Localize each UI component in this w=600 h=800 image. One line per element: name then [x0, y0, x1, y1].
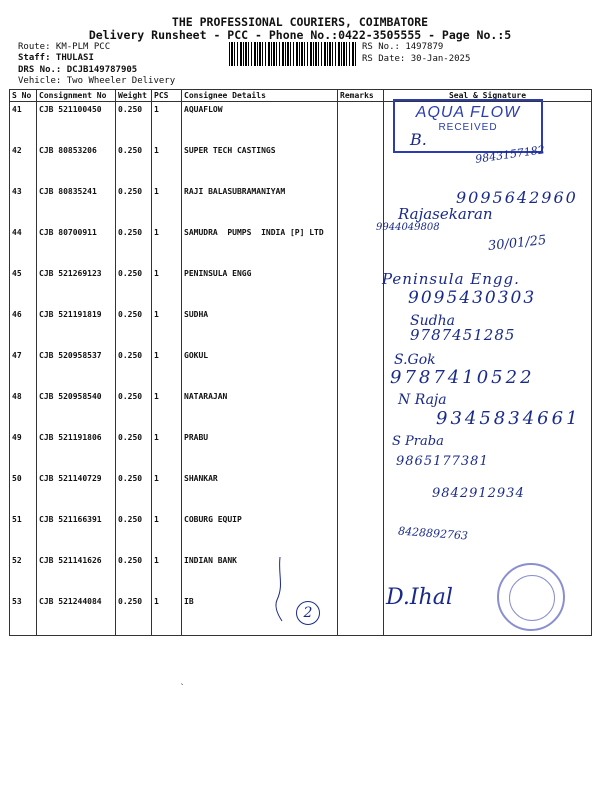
cell-pcs: 1 [152, 102, 182, 144]
pen-stroke-mark [262, 555, 292, 625]
cell-remarks [338, 553, 384, 594]
handwriting-r45-phone: 9095430303 [408, 288, 537, 308]
handwriting-r48-phone: 9345834661 [436, 408, 581, 429]
cell-sno: 49 [10, 430, 37, 471]
cell-pcs: 1 [152, 307, 182, 348]
handwriting-r44-date: 30/01/25 [487, 232, 548, 255]
cell-consignment: CJB 520958540 [37, 389, 116, 430]
cell-consignment: CJB 521100450 [37, 102, 116, 144]
handwriting-r48-name: N Raja [398, 392, 447, 408]
cell-weight: 0.250 [116, 266, 152, 307]
cell-consignee: SUDHA [182, 307, 338, 348]
cell-sno: 50 [10, 471, 37, 512]
cell-consignee: AQUAFLOW [182, 102, 338, 144]
cell-pcs: 1 [152, 225, 182, 266]
cell-remarks [338, 430, 384, 471]
cell-weight: 0.250 [116, 348, 152, 389]
col-sno: S No [10, 90, 37, 102]
cell-weight: 0.250 [116, 307, 152, 348]
rs-date: RS Date: 30-Jan-2025 [362, 54, 471, 64]
cell-consignee: GOKUL [182, 348, 338, 389]
cell-weight: 0.250 [116, 225, 152, 266]
cell-consignee: NATARAJAN [182, 389, 338, 430]
cell-consignment: CJB 80700911 [37, 225, 116, 266]
handwriting-r46-name: Sudha [410, 313, 455, 329]
cell-pcs: 1 [152, 512, 182, 553]
staff-label: Staff: THULASI [18, 53, 94, 63]
handwriting-r43-name: Rajasekaran [398, 205, 493, 223]
company-title: THE PROFESSIONAL COURIERS, COIMBATORE [171, 15, 429, 29]
cell-sno: 45 [10, 266, 37, 307]
cell-consignment: CJB 521191819 [37, 307, 116, 348]
cell-pcs: 1 [152, 594, 182, 636]
cell-sno: 51 [10, 512, 37, 553]
col-consignee: Consignee Details [182, 90, 338, 102]
cell-sno: 52 [10, 553, 37, 594]
handwriting-r47-name: S.Gok [394, 352, 436, 368]
cell-weight: 0.250 [116, 143, 152, 184]
cell-weight: 0.250 [116, 389, 152, 430]
cell-sno: 44 [10, 225, 37, 266]
cell-remarks [338, 389, 384, 430]
cell-consignment: CJB 521166391 [37, 512, 116, 553]
cell-remarks [338, 102, 384, 144]
cell-consignment: CJB 520958537 [37, 348, 116, 389]
cell-pcs: 1 [152, 266, 182, 307]
cell-pcs: 1 [152, 389, 182, 430]
cell-remarks [338, 348, 384, 389]
col-signature: Seal & Signature [384, 90, 592, 102]
col-consignment: Consignment No [37, 90, 116, 102]
cell-pcs: 1 [152, 184, 182, 225]
handwriting-r43-phone: 9095642960 [456, 188, 578, 207]
cell-weight: 0.250 [116, 471, 152, 512]
cell-pcs: 1 [152, 430, 182, 471]
table-row [10, 512, 592, 553]
handwriting-r50-phone: 9842912934 [432, 486, 525, 501]
cell-weight: 0.250 [116, 553, 152, 594]
vehicle-label: Vehicle: Two Wheeler Delivery [18, 76, 176, 86]
cell-consignment: CJB 80853206 [37, 143, 116, 184]
handwriting-r46-phone: 9787451285 [410, 326, 516, 344]
cell-weight: 0.250 [116, 594, 152, 636]
handwriting-r51-phone: 8428892763 [397, 524, 469, 543]
handwriting-r42: 9843157182 [474, 143, 546, 166]
cell-pcs: 1 [152, 143, 182, 184]
barcode-image [229, 42, 357, 66]
cell-consignment: CJB 521141626 [37, 553, 116, 594]
cell-weight: 0.250 [116, 512, 152, 553]
cell-pcs: 1 [152, 553, 182, 594]
handwriting-r49-name: S Praba [392, 434, 444, 449]
cell-sno: 41 [10, 102, 37, 144]
cell-remarks [338, 471, 384, 512]
page-mark: ` [180, 683, 185, 692]
cell-remarks [338, 594, 384, 636]
cell-sno: 42 [10, 143, 37, 184]
cell-remarks [338, 143, 384, 184]
cell-consignment: CJB 521244084 [37, 594, 116, 636]
cell-consignee: PRABU [182, 430, 338, 471]
cell-sno: 53 [10, 594, 37, 636]
drs-number: DRS No.: DCJB149787905 [18, 65, 138, 75]
col-remarks: Remarks [338, 90, 384, 102]
bank-seal [497, 563, 565, 631]
cell-sno: 48 [10, 389, 37, 430]
col-pcs: PCS [152, 90, 182, 102]
cell-consignee: PENINSULA ENGG [182, 266, 338, 307]
cell-consignee: INDIAN BANK [182, 553, 338, 594]
runsheet-table [9, 89, 592, 636]
cell-pcs: 1 [152, 471, 182, 512]
cell-sno: 46 [10, 307, 37, 348]
rs-number: RS No.: 1497879 [362, 42, 444, 52]
cell-remarks [338, 184, 384, 225]
col-weight: Weight [116, 90, 152, 102]
handwriting-r45-name: Peninsula Engg. [382, 270, 520, 288]
cell-remarks [338, 512, 384, 553]
cell-consignee: SUPER TECH CASTINGS [182, 143, 338, 184]
cell-consignment: CJB 521191806 [37, 430, 116, 471]
cell-weight: 0.250 [116, 184, 152, 225]
cell-consignee: IB [182, 594, 338, 636]
stamp-received: RECEIVED [438, 122, 498, 133]
cell-consignee: SHANKAR [182, 471, 338, 512]
handwriting-r47-phone: 9787410522 [390, 367, 535, 388]
cell-consignment: CJB 521269123 [37, 266, 116, 307]
handwriting-r53-signature: D.Ihal [386, 585, 453, 610]
table-row [10, 430, 592, 471]
cell-weight: 0.250 [116, 430, 152, 471]
handwriting-r41: B. [410, 130, 427, 149]
cell-consignment: CJB 80835241 [37, 184, 116, 225]
cell-consignee: SAMUDRA PUMPS INDIA [P] LTD [182, 225, 338, 266]
cell-weight: 0.250 [116, 102, 152, 144]
cell-remarks [338, 266, 384, 307]
handwriting-r49-phone: 9865177381 [396, 454, 489, 469]
runsheet-subtitle: Delivery Runsheet - PCC - Phone No.:0422-3505555 - Page No.:5 [88, 28, 512, 42]
cell-pcs: 1 [152, 348, 182, 389]
handwriting-r53-mark: 2 [296, 601, 320, 625]
route-label: Route: KM-PLM PCC [18, 42, 111, 52]
cell-remarks [338, 307, 384, 348]
stamp-company: AQUA FLOW [415, 104, 521, 121]
cell-consignment: CJB 521140729 [37, 471, 116, 512]
cell-sno: 43 [10, 184, 37, 225]
cell-sno: 47 [10, 348, 37, 389]
cell-consignee: COBURG EQUIP [182, 512, 338, 553]
handwriting-r44-phone: 9944049808 [376, 222, 440, 233]
cell-consignee: RAJI BALASUBRAMANIYAM [182, 184, 338, 225]
